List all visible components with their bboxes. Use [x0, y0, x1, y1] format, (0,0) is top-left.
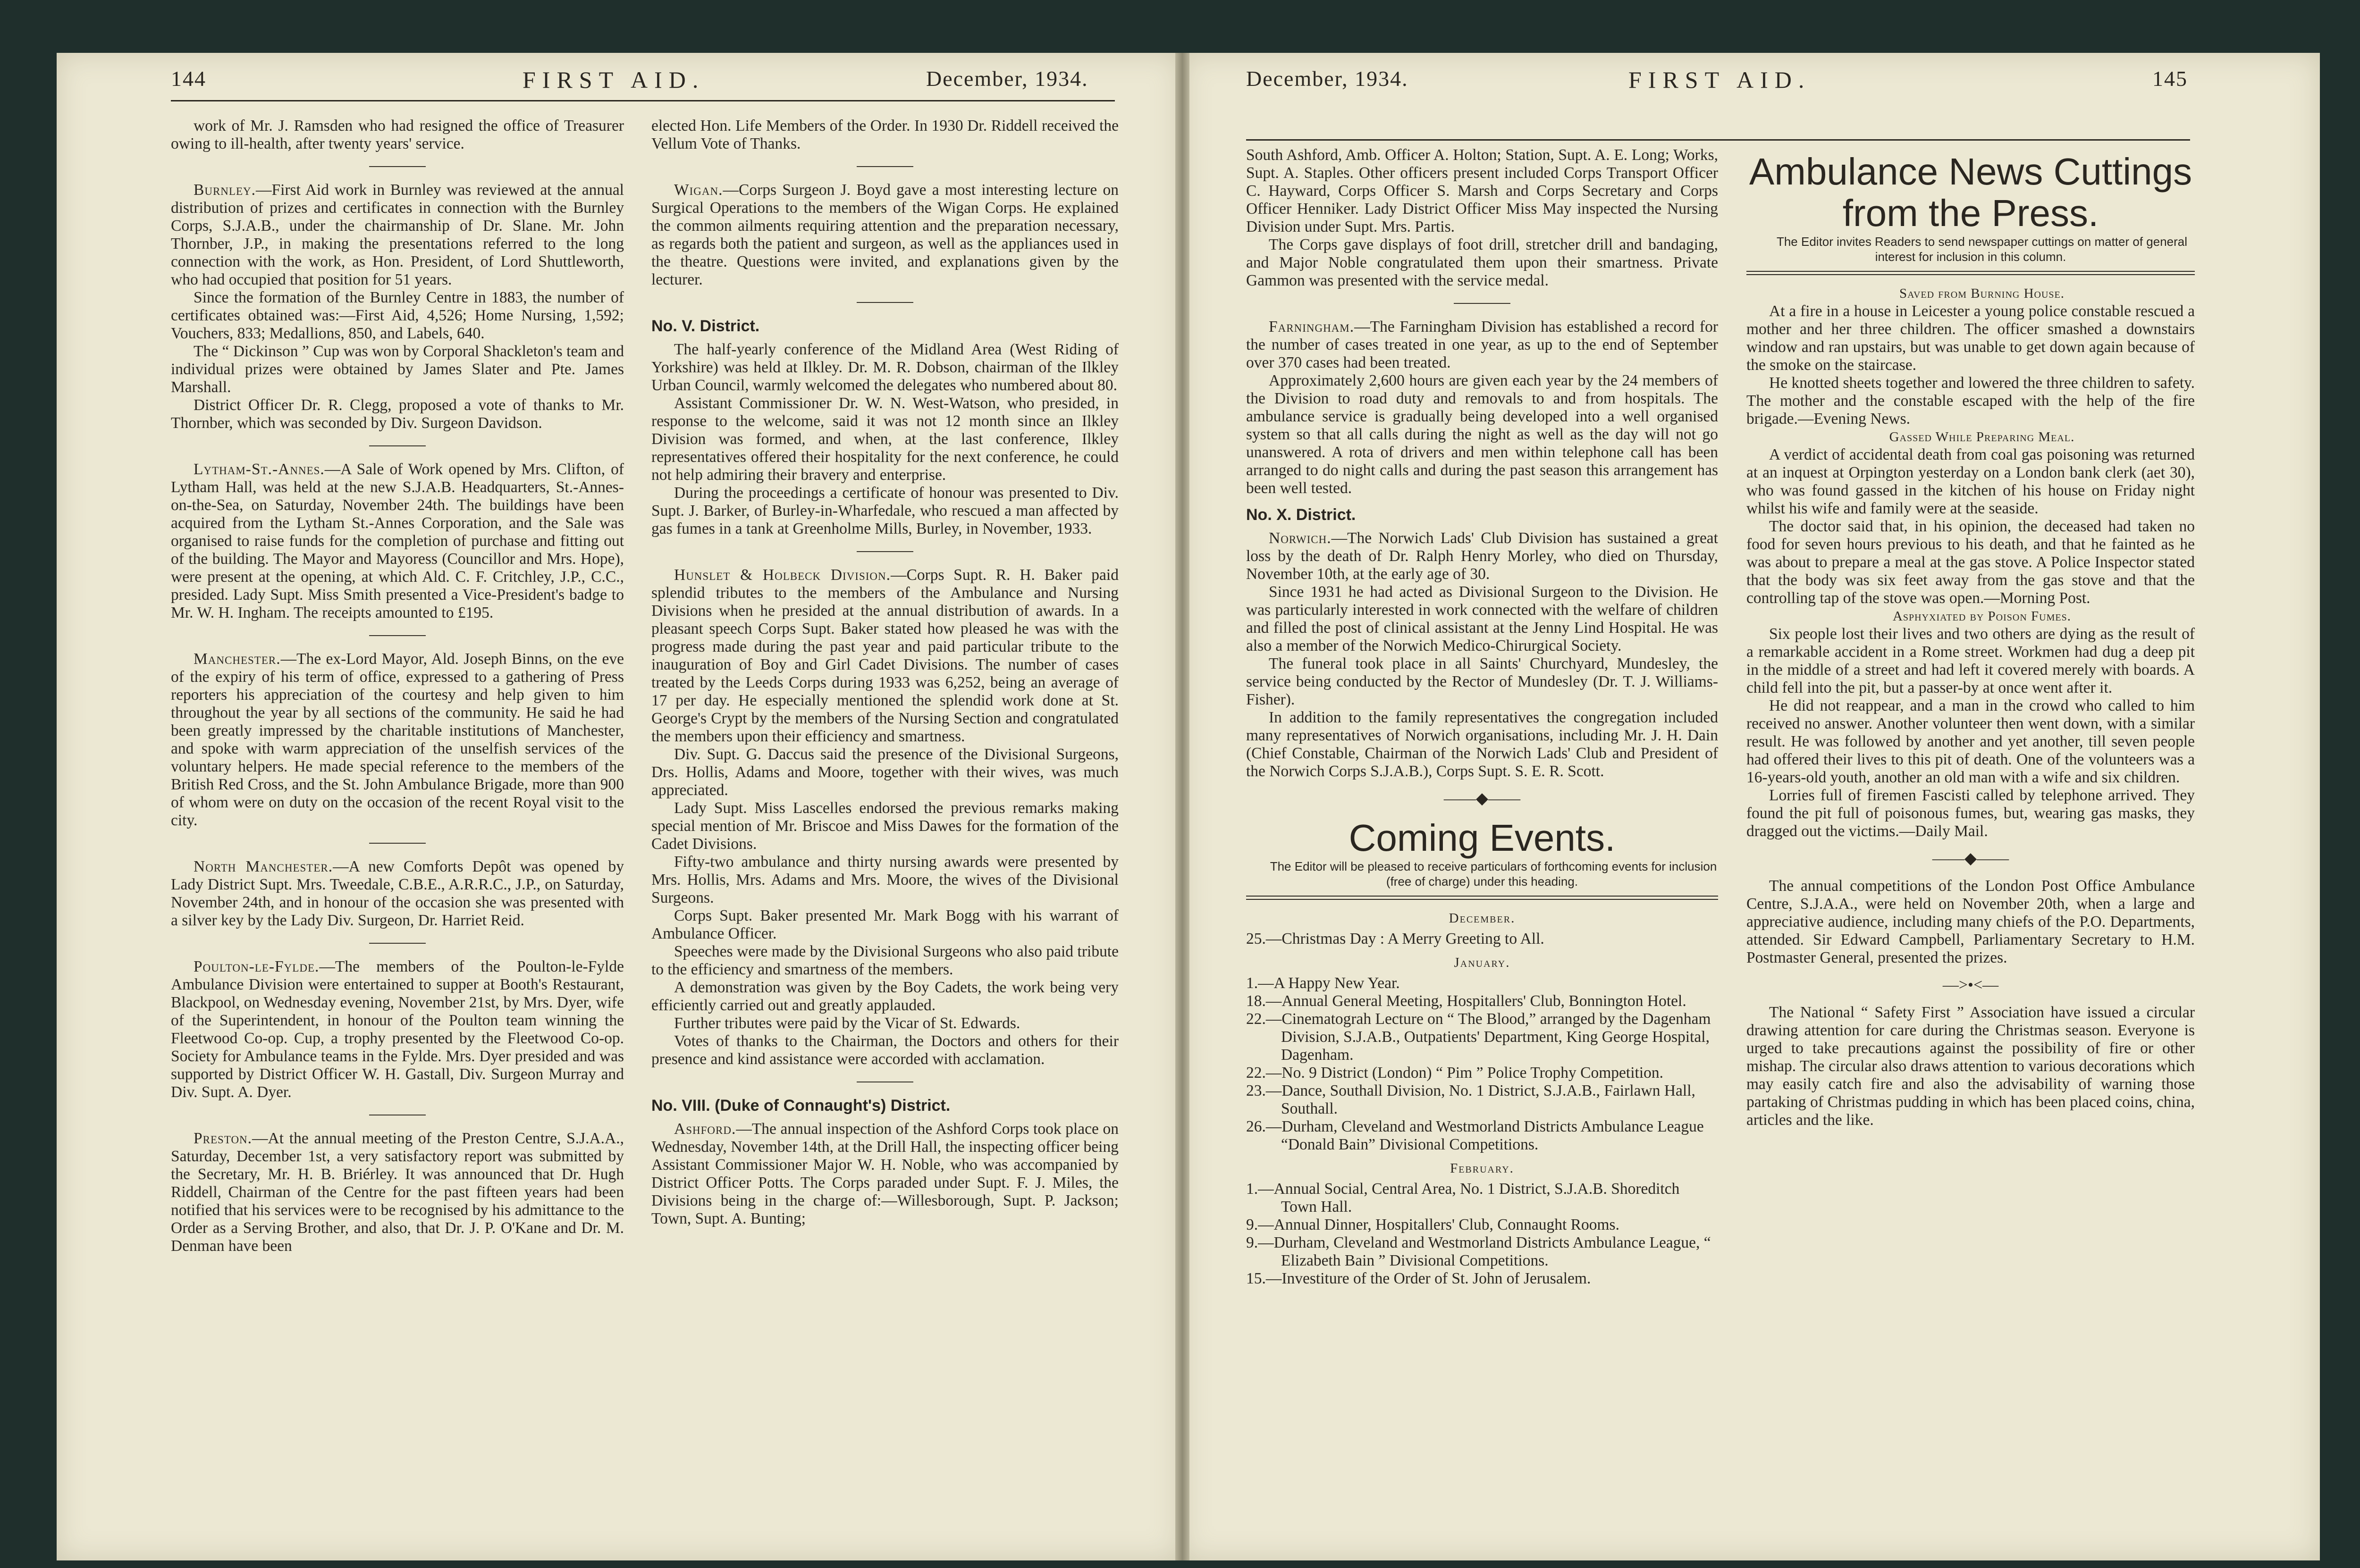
cutting-paragraph: The National “ Safety First ” Association have issued a circular drawing attention for care during the Christmas season. Everyone is urged to take precautions against the possibility of fire or other mishap. The circular also draws attention to various decorations which may easily catch fire and also the advisability of warning those partaking of Christmas pudding in which has been placed coins, china, articles and the like. [1746, 1004, 2195, 1129]
paragraph-text: elected Hon. Life Members of the Order. In 1930 Dr. Riddell received the Vellum Vote of Thanks. [651, 117, 1119, 152]
article-paragraph [651, 853, 1119, 907]
event-item: 9.—Durham, Cleveland and Westmorland Districts Ambulance League, “ Elizabeth Bain ” Divisional Competitions. [1246, 1234, 1711, 1269]
left-page-header [171, 66, 1115, 99]
section-ornament: —>•<— [1942, 976, 1999, 994]
book-gutter [1175, 53, 1189, 1560]
place-name-lead: Ashford. [674, 1120, 736, 1138]
paragraph-text: —The annual inspection of the Ashford Corps took place on Wednesday, November 14th, at the Drill Hall, the inspecting officer being Assistant Commissioner Major W. H. Noble, who was accompanied by District Officer Potts. The Corps paraded under Supt. F. J. Miles, the Divisions being in the charge of:—Willesborough, Supt. P. Jackson; Town, Supt. A. Bunting; [651, 1120, 1119, 1227]
district-heading: No. VIII. (Duke of Connaught's) District. [651, 1097, 951, 1115]
paragraph-text: The “ Dickinson ” Cup was won by Corporal Shackleton's team and individual prizes were obtained by James Slater and Pte. James Marshall. [171, 343, 624, 396]
page-number: 144 [171, 67, 206, 91]
place-name-lead: Norwich. [1269, 529, 1332, 547]
paragraph-text: —A Sale of Work opened by Mrs. Clifton, of Lytham Hall, was held at the new S.J.A.B. Headquarters, St.-Annes-on-the-Sea, on Saturday, November 24th. The buildings have been acquired from the Lytham St.-Annes Corporation, and the Sale was organised to raise funds for the completion of purchase and fitting out of the building. The Mayor and Mayoress (Councillor and Mrs. Hope), were present at the opening, at which Ald. C. F. Critchley, J.P., C.C., presided. Lady Supt. Miss Smith presented a Vice-President's badge to Mr. W. H. Ingham. The receipts amounted to £195. [171, 461, 624, 621]
cutting-heading: Saved from Burning House. [1899, 286, 2065, 301]
cutting-paragraph: Lorries full of firemen Fascisti called by telephone arrived. They found the pit full of poisonous fumes, but, wearing gas masks, they dragged out the victims.—Daily Mail. [1746, 787, 2195, 840]
article-paragraph [1246, 709, 1718, 780]
article-paragraph [1246, 146, 1718, 236]
article-paragraph [651, 1120, 1119, 1228]
cutting-paragraph: The doctor said that, in his opinion, the deceased had taken no food for seven hours previous to his death, and that he fainted as he was about to prepare a meal at the gas stove. A Police Inspector stated that the body was six feet away from the gas stove and that the controlling tap of the stove was open.—Morning Post. [1746, 518, 2195, 607]
event-item: 22.—No. 9 District (London) “ Pim ” Police Trophy Competition. [1246, 1064, 1664, 1082]
issue-date: December, 1934. [926, 67, 1088, 91]
article-paragraph [171, 396, 624, 432]
paragraph-text: Speeches were made by the Divisional Surgeons who also paid tribute to the efficiency and smartness of the members. [651, 943, 1119, 978]
cutting-paragraph: At a fire in a house in Leicester a young police constable rescued a mother and her three children. The officer smashed a downstairs window and ran upstairs, but was unable to get down again because of the smoke on the staircase. [1746, 302, 2195, 374]
article-paragraph [651, 394, 1119, 484]
double-rule [1246, 896, 1718, 900]
paragraph-text: —The members of the Poulton-le-Fylde Ambulance Division were entertained to supper at Booth's Restaurant, Blackpool, on Wednesday evening, November 21st, by Mrs. Dyer, wife of the Superintendent, in honour of the Poulton team winning the Fleetwood Co-op. Cup, a trophy presented by the Fleetwood Co-op. Society for Ambulance teams in the Fylde. Mrs. Dyer presided and was supported by District Officer W. H. Gastall, Div. Surgeon Murray and Div. Supt. A. Dyer. [171, 958, 624, 1101]
article-paragraph [171, 650, 624, 830]
double-rule [1746, 271, 2195, 275]
paragraph-text: —Corps Supt. R. H. Baker paid splendid tributes to the members of the Ambulance and Nursing Divisions when he presided at the annual distribution of awards. In a pleasant speech Corps Supt. Baker stated how pleased he was with the progress made during the past year and paid particular tribute to the inauguration of Boy and Girl Cadet Divisions. The number of cases treated by the Leeds Corps during 1933 was 6,252, being an average of 17 per day. He especially mentioned the splendid work done at St. George's Crypt by the members of the Nursing Section and congratulated the members upon their efficiency and smartness. [651, 566, 1119, 745]
section-separator [369, 445, 426, 446]
article-paragraph [651, 1032, 1119, 1068]
article-paragraph [651, 566, 1119, 746]
event-item: 1.—A Happy New Year. [1246, 974, 1400, 992]
article-paragraph [1246, 529, 1718, 583]
running-title: FIRST AID. [1628, 67, 1811, 93]
paragraph-text: During the proceedings a certificate of honour was presented to Div. Supt. J. Barker, of Burley-in-Wharfedale, who rescued a man affected by gas fumes in a tank at Greenholme Mills, Burley, in November, 1933. [651, 484, 1119, 537]
article-paragraph [651, 943, 1119, 979]
article-paragraph [651, 746, 1119, 799]
place-name-lead: North Manchester. [194, 858, 333, 875]
paragraph-text: In addition to the family representatives the congregation included many representatives of Norwich organisations, including Mr. J. H. Dain (Chief Constable, Chairman of the Norwich Lads' Club and President of the Norwich Corps S.J.A.B.), Corps Supt. S. E. R. Scott. [1246, 709, 1718, 780]
paragraph-text: —First Aid work in Burnley was reviewed at the annual distribution of prizes and certificates in connection with the Burnley Corps, S.J.A.B., under the chairmanship of Dr. Slane. Mr. John Thornber, J.P., in making the presentations referred to the long connection with the work, as Hon. President, of Lord Shuttleworth, who had occupied that position for 51 years. [171, 181, 624, 288]
paragraph-text: The Corps gave displays of foot drill, stretcher drill and bandaging, and Major Noble congratulated them upon their smartness. Private Gammon was presented with the service medal. [1246, 236, 1718, 289]
section-ornament: ——◆—— [1443, 790, 1521, 807]
cutting-heading: Gassed While Preparing Meal. [1889, 429, 2075, 444]
paragraph-text: The funeral took place in all Saints' Churchyard, Mundesley, the service being conducted by the Rector of Mundesley (Dr. T. J. Williams-Fisher). [1246, 655, 1718, 708]
district-heading: No. X. District. [1246, 506, 1356, 524]
paragraph-text: Corps Supt. Baker presented Mr. Mark Bogg with his warrant of Ambulance Officer. [651, 907, 1119, 942]
cutting-paragraph: The annual competitions of the London Post Office Ambulance Centre, S.J.A.A., were held on November 20th, when a large and appreciative audience, including many chiefs of the P.O. Departments, attended. Sir Edward Campbell, Parliamentary Secretary to H.M. Postmaster General, presented the prizes. [1746, 877, 2195, 966]
section-separator [369, 843, 426, 844]
paragraph-text: The half-yearly conference of the Midland Area (West Riding of Yorkshire) was held at Ilkley. Dr. M. R. Dobson, chairman of the Ilkley Urban Council, warmly welcomed the delegates who numbered about 80. [651, 341, 1119, 394]
right-column-1 [1246, 146, 1718, 1288]
left-column-1 [171, 117, 624, 1255]
paragraph-text: Votes of thanks to the Chairman, the Doctors and others for their presence and kind assistance were accorded with acclamation. [651, 1032, 1119, 1068]
event-month: February. [1450, 1161, 1514, 1176]
cuttings-title: Ambulance News Cuttings [1749, 151, 2192, 193]
paragraph-text: —A new Comforts Depôt was opened by Lady District Supt. Mrs. Tweedale, C.B.E., A.R.R.C., J.P., on Saturday, November 24th, and in honour of the occasion she was presented with a silver key by the Lady Div. Surgeon, Dr. Harriet Reid. [171, 858, 624, 929]
place-name-lead: Poulton-le-Fylde. [194, 958, 320, 975]
event-item: 25.—Christmas Day : A Merry Greeting to All. [1246, 930, 1544, 948]
article-paragraph [651, 799, 1119, 853]
article-paragraph [651, 484, 1119, 538]
paragraph-text: —The Norwich Lads' Club Division has sustained a great loss by the death of Dr. Ralph Henry Morley, who died on Thursday, November 10th, at the early age of 30. [1246, 529, 1718, 583]
event-item: 9.—Annual Dinner, Hospitallers' Club, Connaught Rooms. [1246, 1216, 1619, 1233]
cutting-paragraph: Six people lost their lives and two others are dying as the result of a remarkable accident in a Rome street. Workmen had dug a deep pit in the middle of a street and had left it covered merely with boards. A child fell into the pit, but a passer-by at once went after it. [1746, 625, 2195, 696]
article-paragraph [1246, 236, 1718, 290]
article-paragraph [651, 979, 1119, 1015]
paragraph-text: Since 1931 he had acted as Divisional Surgeon to the Division. He was particularly interested in work connected with the welfare of children and filled the post of clinical assistant at the Jenny Lind Hospital. He was also a member of the Norwich Medico-Chirurgical Society. [1246, 583, 1718, 654]
section-separator [1454, 303, 1510, 304]
header-rule [1246, 139, 2190, 141]
place-name-lead: Wigan. [674, 181, 723, 199]
header-rule [171, 100, 1115, 101]
article-paragraph [171, 1130, 624, 1255]
place-name-lead: Hunslet & Holbeck Division. [674, 566, 891, 584]
section-ornament: ——◆—— [1932, 850, 2009, 867]
article-paragraph [1246, 318, 1718, 372]
paragraph-text: Lady Supt. Miss Lascelles endorsed the previous remarks making special mention of Mr. Briscoe and Miss Dawes for the formation of the Cadet Divisions. [651, 799, 1119, 853]
article-paragraph [651, 1015, 1119, 1032]
article-paragraph [171, 858, 624, 930]
article-paragraph [1246, 655, 1718, 709]
article-paragraph [1246, 372, 1718, 497]
paragraph-text: —At the annual meeting of the Preston Centre, S.J.A.A., Saturday, December 1st, a very satisfactory report was submitted by the Secretary, Mr. H. B. Briérley. It was announced that Dr. Hugh Riddell, Chairman of the Centre for the past fifteen years had been notified that his services were to be recognised by his admittance to the Order as a Serving Brother, and also, that Dr. J. P. O'Kane and Dr. M. Denman have been [171, 1130, 624, 1255]
cutting-heading: Asphyxiated by Poison Fumes. [1892, 609, 2071, 624]
right-page-header [1246, 66, 2190, 99]
article-paragraph [171, 181, 624, 289]
event-month: January. [1454, 955, 1510, 970]
event-item: 23.—Dance, Southall Division, No. 1 District, S.J.A.B., Fairlawn Hall, Southall. [1246, 1082, 1695, 1117]
issue-date: December, 1934. [1246, 67, 1408, 91]
article-paragraph [171, 461, 624, 622]
district-heading: No. V. District. [651, 317, 760, 335]
paragraph-text: Fifty-two ambulance and thirty nursing awards were presented by Mrs. Hollis, Mrs. Adams and Mrs. Moore, the wives of the Divisional Surgeons. [651, 853, 1119, 906]
left-column-2 [651, 117, 1119, 1228]
paragraph-text: Assistant Commissioner Dr. W. N. West-Watson, who presided, in response to the welcome, said it was not 12 month since an Ilkley Division was formed, and when, at the last conference, Ilkley representatives offered their hospitality for the next conference, he could not help admiring their bravery and enterprise. [651, 394, 1119, 484]
coming-events-intro: The Editor will be pleased to receive particulars of forthcoming events for inclusion (free of charge) under this heading. [1270, 859, 1717, 889]
paragraph-text: Further tributes were paid by the Vicar of St. Edwards. [674, 1015, 1020, 1032]
event-month: December. [1449, 911, 1516, 926]
place-name-lead: Burnley. [194, 181, 256, 199]
event-item: 22.—Cinematograh Lecture on “ The Blood,” arranged by the Dagenham Division, S.J.A.B., Outpatients' Department, King George Hospital, Dagenham. [1246, 1010, 1711, 1064]
paragraph-text: —Corps Surgeon J. Boyd gave a most interesting lecture on Surgical Operations to the members of the Wigan Corps. He explained the common ailments requiring attention and the preparation necessary, as regards both the patient and surgeon, as well as the appliances used in the theatre. Questions were invited, and explanations given by the lecturer. [651, 181, 1119, 288]
right-column-2 [1746, 151, 2195, 1129]
paragraph-text: Div. Supt. G. Daccus said the presence of the Divisional Surgeons, Drs. Hollis, Adams and Moore, together with their wives, was much appreciated. [651, 746, 1119, 799]
article-paragraph [171, 343, 624, 396]
cutting-paragraph: He knotted sheets together and lowered the three children to safety. The mother and the constable escaped with the help of the fire brigade.—Evening News. [1746, 374, 2195, 428]
cuttings-intro: The Editor invites Readers to send newspaper cuttings on matter of general interest for inclusion in this column. [1776, 235, 2188, 264]
place-name-lead: Preston. [194, 1130, 253, 1147]
paragraph-text: —The ex-Lord Mayor, Ald. Joseph Binns, on the eve of the expiry of his term of office, expressed to a gathering of Press reporters his appreciation of the courtesy and help given to him throughout the year by all sections of the community. He said he had been greatly impressed by the charitable institutions of Manchester, and spoke with warm appreciation of the unselfish services of the voluntary helpers. He made special reference to the members of the British Red Cross, and the St. John Ambulance Brigade, more than 900 of whom were on duty on the occasion of the recent Royal visit to the city. [171, 650, 624, 829]
section-separator [369, 166, 426, 167]
cutting-paragraph: A verdict of accidental death from coal gas poisoning was returned at an inquest at Orpington yesterday on a London bank clerk (aet 30), who was found gassed in the kitchen of his house on Friday night whilst his wife and family were at the seaside. [1746, 446, 2195, 517]
paragraph-text: South Ashford, Amb. Officer A. Holton; Station, Supt. A. E. Long; Works, Supt. A. Staples. Other officers present included Corps Transport Officer C. Hayward, Corps Officer S. Marsh and Corps Secretary and Corps Officer Henniker. Lady District Officer Miss May inspected the Nursing Division under Supt. Mrs. Partis. [1246, 146, 1718, 235]
section-separator [857, 551, 913, 552]
article-paragraph [171, 289, 624, 343]
place-name-lead: Farningham. [1269, 318, 1355, 335]
section-separator [857, 302, 913, 303]
cutting-paragraph: He did not reappear, and a man in the crowd who called to him received no answer. Another volunteer then went down, with a similar result. He was followed by another and yet another, till seven people had offered their lives to this pit of death. One of the volunteers was a 16-years-old youth, another an old man with a wife and six children. [1746, 697, 2195, 786]
coming-events-title: Coming Events. [1349, 817, 1616, 859]
paragraph-text: Since the formation of the Burnley Centre in 1883, the number of certificates obtained was:—First Aid, 4,526; Home Nursing, 1,592; Vouchers, 833; Medallions, 850, and Labels, 640. [171, 289, 624, 342]
paragraph-text: —The Farningham Division has established a record for the number of cases treated in one year, as up to the end of September over 370 cases had been treated. [1246, 318, 1718, 371]
article-paragraph [651, 341, 1119, 394]
paragraph-text: District Officer Dr. R. Clegg, proposed a vote of thanks to Mr. Thornber, which was seconded by Div. Surgeon Davidson. [171, 396, 624, 432]
paragraph-text: Approximately 2,600 hours are given each year by the 24 members of the Division to road duty and removals to and from hospitals. The ambulance service is gradually being developed into a well organised system so that all calls during the night as well as the day will not go unanswered. A rota of drivers and men within telephone call has been arranged to do night calls and during the past season this arrangement has been well tested. [1246, 372, 1718, 497]
event-item: 26.—Durham, Cleveland and Westmorland Districts Ambulance League “Donald Bain” Divisional Competitions. [1246, 1118, 1704, 1153]
place-name-lead: Lytham-St.-Annes. [194, 461, 325, 478]
article-paragraph [171, 117, 624, 153]
article-paragraph [651, 907, 1119, 943]
event-item: 18.—Annual General Meeting, Hospitallers' Club, Bonnington Hotel. [1246, 992, 1686, 1010]
article-paragraph [171, 958, 624, 1101]
paragraph-text: A demonstration was given by the Boy Cadets, the work being very efficiently carried out and greatly applauded. [651, 979, 1119, 1014]
article-paragraph [651, 117, 1119, 153]
section-separator [369, 943, 426, 944]
section-separator [857, 166, 913, 167]
cuttings-title: from the Press. [1842, 192, 2099, 234]
paragraph-text: work of Mr. J. Ramsden who had resigned the office of Treasurer owing to ill-health, after twenty years' service. [171, 117, 624, 152]
page-number: 145 [2152, 67, 2188, 91]
article-paragraph [1246, 583, 1718, 655]
article-paragraph [651, 181, 1119, 289]
event-item: 15.—Investiture of the Order of St. John of Jerusalem. [1246, 1270, 1591, 1287]
section-separator [369, 635, 426, 636]
event-item: 1.—Annual Social, Central Area, No. 1 District, S.J.A.B. Shoreditch Town Hall. [1246, 1180, 1680, 1216]
place-name-lead: Manchester. [194, 650, 281, 668]
running-title: FIRST AID. [523, 67, 705, 93]
